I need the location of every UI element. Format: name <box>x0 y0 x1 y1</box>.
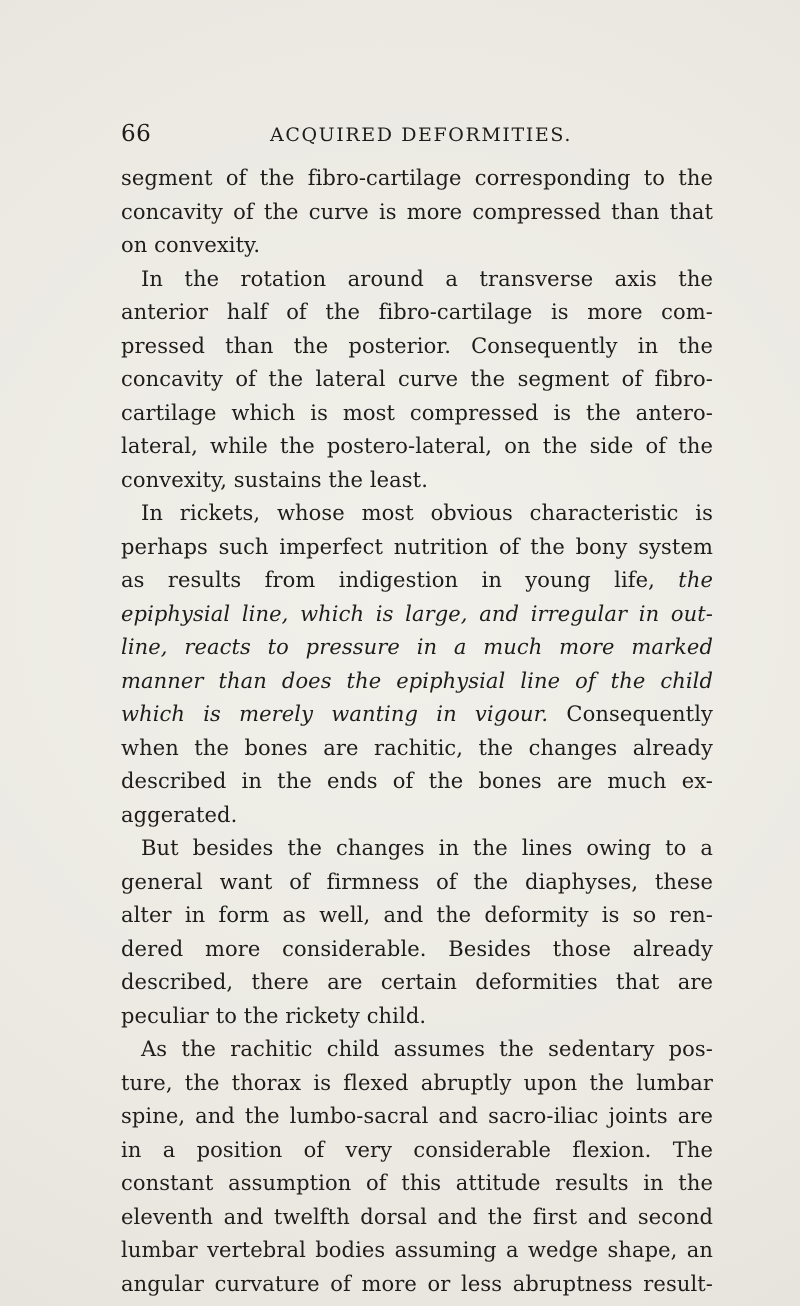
text-span: in a position of very considerable flexion. The <box>121 1137 713 1162</box>
italic-text-span: which is merely wanting in vigour. <box>121 702 549 726</box>
text-span: eleventh and twelfth dorsal and the first and second <box>121 1204 713 1229</box>
italic-text-span: manner than does the epiphysial line of the child <box>121 668 713 693</box>
text-line <box>121 497 713 531</box>
text-line <box>121 229 713 263</box>
text-line <box>121 933 713 967</box>
text-span: described, there are certain deformities that are <box>121 970 713 994</box>
page-number: 66 <box>121 121 152 147</box>
text-line <box>121 1100 713 1134</box>
text-span: ture, the thorax is flexed abruptly upon the lumbar <box>121 1070 713 1095</box>
text-span: concavity of the lateral curve the segment of fibro- <box>121 367 713 391</box>
body-text <box>121 162 713 1301</box>
text-span: convexity, sustains the least. <box>121 467 428 492</box>
text-line <box>121 363 713 397</box>
text-span: constant assumption of this attitude results in the <box>121 1171 713 1195</box>
text-line <box>121 1134 713 1168</box>
text-line <box>121 1167 713 1201</box>
text-line <box>121 765 713 799</box>
text-span: general want of firmness of the diaphyses, these <box>121 869 713 894</box>
text-line <box>121 564 713 598</box>
text-span: In rickets, whose most obvious characteristic is <box>141 501 713 525</box>
text-span: peculiar to the rickety child. <box>121 1003 427 1028</box>
text-line <box>121 665 713 699</box>
text-span: segment of the fibro-cartilage corresponding to the <box>121 166 713 190</box>
text-line <box>121 866 713 900</box>
text-span: alter in form as well, and the deformity is so ren- <box>121 903 713 927</box>
text-span: As the rachitic child assumes the sedentary pos- <box>141 1037 713 1061</box>
text-line <box>121 430 713 464</box>
text-line <box>121 1268 713 1302</box>
text-span: anterior half of the fibro-cartilage is more com- <box>121 300 713 324</box>
text-span: when the bones are rachitic, the changes already <box>121 735 713 760</box>
text-line <box>121 899 713 933</box>
text-line <box>121 631 713 665</box>
text-line <box>121 698 713 732</box>
italic-text-span: epiphysial line, which is large, and irregular in out- <box>121 601 713 626</box>
text-line <box>121 598 713 632</box>
text-span: dered more considerable. Besides those already <box>121 936 713 961</box>
text-span: described in the ends of the bones are much ex- <box>121 769 713 793</box>
text-line <box>121 330 713 364</box>
text-span: pressed than the posterior. Consequently in the <box>121 333 713 358</box>
italic-text-span: the <box>678 568 713 592</box>
running-head: ACQUIRED DEFORMITIES. <box>270 124 572 146</box>
text-span: angular curvature of more or less abruptness result- <box>121 1271 713 1296</box>
text-line <box>121 196 713 230</box>
text-line <box>121 1067 713 1101</box>
text-span: aggerated. <box>121 802 238 827</box>
text-line <box>121 832 713 866</box>
text-span: concavity of the curve is more compressed than that <box>121 199 713 224</box>
text-line <box>121 531 713 565</box>
page-header <box>121 122 711 146</box>
text-line <box>121 1201 713 1235</box>
text-line <box>121 966 713 1000</box>
text-span: Consequently <box>548 702 713 726</box>
text-line <box>121 799 713 833</box>
text-line <box>121 296 713 330</box>
text-span: lumbar vertebral bodies assuming a wedge shape, an <box>121 1238 713 1262</box>
text-span: cartilage which is most compressed is the antero- <box>121 400 713 425</box>
text-line <box>121 1000 713 1034</box>
text-line <box>121 1234 713 1268</box>
text-span: In the rotation around a transverse axis the <box>141 266 713 291</box>
text-line <box>121 397 713 431</box>
text-span: spine, and the lumbo-sacral and sacro-iliac joints are <box>121 1104 713 1128</box>
text-line <box>121 162 713 196</box>
text-span: lateral, while the postero-lateral, on the side of the <box>121 434 713 458</box>
italic-text-span: line, reacts to pressure in a much more marked <box>121 635 713 659</box>
text-span: But besides the changes in the lines owing to a <box>141 836 713 860</box>
text-span: on convexity. <box>121 233 261 257</box>
text-span: as results from indigestion in young life, <box>121 568 679 592</box>
text-span: perhaps such imperfect nutrition of the bony system <box>121 534 713 559</box>
text-line <box>121 732 713 766</box>
text-line <box>121 263 713 297</box>
text-line <box>121 464 713 498</box>
text-line <box>121 1033 713 1067</box>
